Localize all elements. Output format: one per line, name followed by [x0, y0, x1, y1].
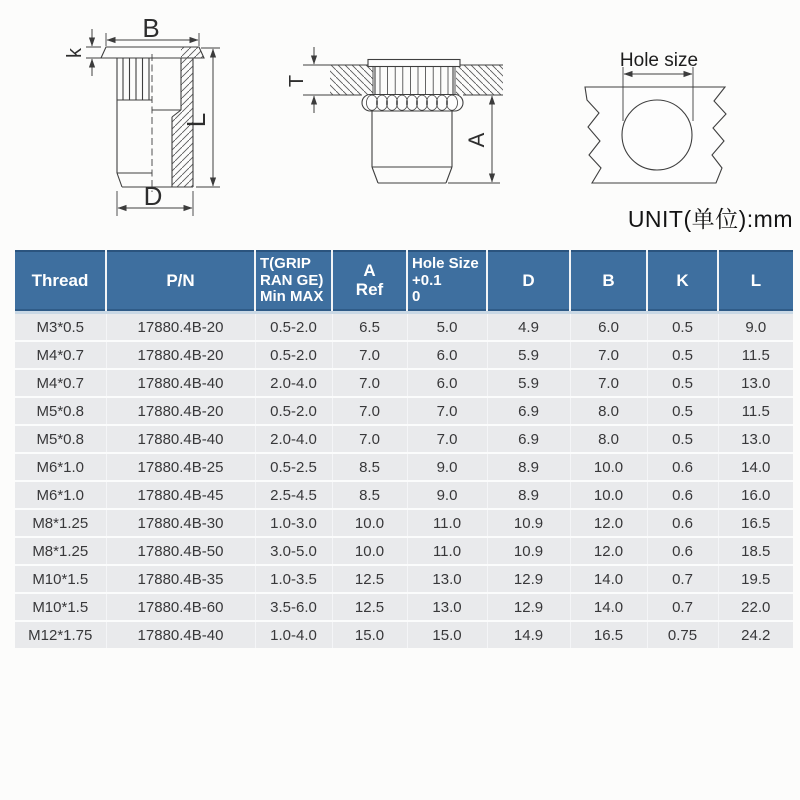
table-cell: 7.0: [332, 397, 407, 425]
table-cell: 1.0-4.0: [255, 621, 332, 648]
table-cell: M12*1.75: [15, 621, 106, 648]
table-cell: 8.0: [570, 397, 647, 425]
table-cell: 12.0: [570, 509, 647, 537]
table-cell: 7.0: [332, 425, 407, 453]
table-cell: 17880.4B-45: [106, 481, 255, 509]
table-row: [15, 621, 793, 648]
table-cell: M6*1.0: [15, 481, 106, 509]
table-cell: 17880.4B-30: [106, 509, 255, 537]
table-cell: 10.9: [487, 509, 570, 537]
hole-size-label: Hole size: [619, 50, 699, 71]
table-cell: 14.0: [570, 565, 647, 593]
table-cell: M4*0.7: [15, 341, 106, 369]
table-row: [15, 369, 793, 397]
table-cell: 17880.4B-20: [106, 313, 255, 342]
table-cell: 0.5: [647, 397, 718, 425]
header-label: B: [602, 270, 615, 290]
table-cell: 15.0: [407, 621, 487, 648]
table-cell: 9.0: [407, 481, 487, 509]
table-cell: 13.0: [407, 565, 487, 593]
table-cell: 6.0: [570, 313, 647, 342]
table-cell: 8.5: [332, 481, 407, 509]
header-label: Hole Size: [412, 255, 479, 273]
table-cell: 17880.4B-25: [106, 453, 255, 481]
table-cell: 17880.4B-20: [106, 397, 255, 425]
dimension-label-d: D: [143, 181, 163, 211]
table-cell: M3*0.5: [15, 313, 106, 342]
dimension-label-b: B: [142, 13, 160, 43]
table-cell: 17880.4B-20: [106, 341, 255, 369]
col-header-hole-size: [407, 251, 487, 313]
table-cell: 7.0: [332, 341, 407, 369]
table-cell: 0.5: [647, 313, 718, 342]
col-header-pn: [106, 251, 255, 313]
table-cell: 10.0: [570, 481, 647, 509]
table-cell: 9.0: [407, 453, 487, 481]
table-cell: 0.5: [647, 369, 718, 397]
table-cell: 0.6: [647, 453, 718, 481]
header-label: Ref: [355, 280, 384, 299]
header-label: L: [750, 270, 762, 290]
header-label: RAN GE): [260, 271, 324, 289]
header-label: K: [676, 270, 689, 290]
table-cell: 9.0: [718, 313, 793, 342]
table-cell: 6.9: [487, 425, 570, 453]
table-cell: 12.9: [487, 593, 570, 621]
table-cell: 0.6: [647, 509, 718, 537]
table-cell: 11.5: [718, 341, 793, 369]
table-cell: 14.0: [718, 453, 793, 481]
table-cell: 17880.4B-50: [106, 537, 255, 565]
table-cell: 17880.4B-60: [106, 593, 255, 621]
table-cell: 11.0: [407, 509, 487, 537]
table-row: [15, 313, 793, 342]
table-cell: 5.0: [407, 313, 487, 342]
table-cell: 13.0: [407, 593, 487, 621]
table-row: [15, 397, 793, 425]
table-cell: 1.0-3.5: [255, 565, 332, 593]
table-cell: 10.0: [332, 509, 407, 537]
table-cell: 16.5: [570, 621, 647, 648]
table-cell: 7.0: [407, 425, 487, 453]
table-cell: M10*1.5: [15, 565, 106, 593]
table-cell: 0.5-2.5: [255, 453, 332, 481]
table-cell: 14.0: [570, 593, 647, 621]
table-cell: 10.9: [487, 537, 570, 565]
table-cell: 13.0: [718, 425, 793, 453]
table-cell: 18.5: [718, 537, 793, 565]
table-row: [15, 453, 793, 481]
table-cell: 6.9: [487, 397, 570, 425]
table-cell: 10.0: [332, 537, 407, 565]
col-header-thread: [15, 251, 106, 313]
table-row: [15, 593, 793, 621]
table-cell: M8*1.25: [15, 509, 106, 537]
table-cell: 16.5: [718, 509, 793, 537]
table-cell: 12.5: [332, 565, 407, 593]
col-header-t-grip-range: [255, 251, 332, 313]
table-cell: 13.0: [718, 369, 793, 397]
table-cell: 12.9: [487, 565, 570, 593]
header-label: +0.1: [412, 271, 442, 289]
table-row: [15, 537, 793, 565]
table-cell: 6.0: [407, 341, 487, 369]
table-cell: 12.0: [570, 537, 647, 565]
table-cell: 17880.4B-40: [106, 621, 255, 648]
hole-size-drawing: [585, 50, 726, 183]
table-cell: 8.9: [487, 453, 570, 481]
table-cell: 10.0: [570, 453, 647, 481]
table-cell: 2.5-4.5: [255, 481, 332, 509]
table-cell: 0.7: [647, 565, 718, 593]
col-header-a-ref: [332, 251, 407, 313]
table-cell: 17880.4B-40: [106, 425, 255, 453]
table-cell: 11.5: [718, 397, 793, 425]
table-cell: 0.5-2.0: [255, 397, 332, 425]
header-label: Min MAX: [260, 288, 324, 306]
table-cell: 4.9: [487, 313, 570, 342]
spec-table: [15, 250, 793, 648]
table-cell: 6.5: [332, 313, 407, 342]
table-cell: 7.0: [570, 369, 647, 397]
table-cell: 11.0: [407, 537, 487, 565]
table-cell: 17880.4B-35: [106, 565, 255, 593]
dimension-label-l: L: [181, 112, 211, 128]
table-cell: 2.0-4.0: [255, 425, 332, 453]
table-cell: M4*0.7: [15, 369, 106, 397]
table-cell: M10*1.5: [15, 593, 106, 621]
table-cell: 0.7: [647, 593, 718, 621]
unit-note: UNIT(单位):mm: [627, 206, 793, 232]
dimension-label-a: A: [464, 132, 489, 148]
col-header-l: [718, 251, 793, 313]
table-cell: M8*1.25: [15, 537, 106, 565]
header-label: Thread: [31, 270, 89, 290]
table-cell: 0.5-2.0: [255, 341, 332, 369]
table-cell: 0.5-2.0: [255, 313, 332, 342]
table-cell: 0.6: [647, 537, 718, 565]
table-cell: 8.5: [332, 453, 407, 481]
table-cell: 1.0-3.0: [255, 509, 332, 537]
table-cell: M6*1.0: [15, 453, 106, 481]
spec-table-body: [15, 313, 793, 649]
table-cell: 7.0: [407, 397, 487, 425]
table-cell: 19.5: [718, 565, 793, 593]
table-row: [15, 425, 793, 453]
table-row: [15, 509, 793, 537]
table-cell: 15.0: [332, 621, 407, 648]
table-cell: 5.9: [487, 369, 570, 397]
table-cell: 0.75: [647, 621, 718, 648]
header-label: 0: [412, 288, 421, 306]
header-label: D: [522, 270, 535, 290]
table-cell: 22.0: [718, 593, 793, 621]
table-header-row: [15, 251, 793, 313]
table-cell: 14.9: [487, 621, 570, 648]
dimension-label-t: T: [286, 74, 308, 88]
header-label: A: [363, 261, 376, 281]
table-cell: 8.0: [570, 425, 647, 453]
table-cell: 0.6: [647, 481, 718, 509]
dimension-label-k: k: [64, 48, 86, 58]
table-cell: M5*0.8: [15, 397, 106, 425]
header-label: T(GRIP: [260, 255, 311, 273]
col-header-k: [647, 251, 718, 313]
table-cell: 24.2: [718, 621, 793, 648]
rivet-nut-side-view-drawing: [64, 13, 220, 216]
table-cell: M5*0.8: [15, 425, 106, 453]
table-cell: 3.5-6.0: [255, 593, 332, 621]
table-row: [15, 565, 793, 593]
table-cell: 16.0: [718, 481, 793, 509]
table-cell: 7.0: [332, 369, 407, 397]
rivet-nut-installed-drawing: [286, 47, 503, 183]
table-row: [15, 481, 793, 509]
table-cell: 2.0-4.0: [255, 369, 332, 397]
table-cell: 8.9: [487, 481, 570, 509]
table-cell: 6.0: [407, 369, 487, 397]
table-cell: 12.5: [332, 593, 407, 621]
table-row: [15, 341, 793, 369]
col-header-d: [487, 251, 570, 313]
col-header-b: [570, 251, 647, 313]
table-cell: 7.0: [570, 341, 647, 369]
header-label: P/N: [166, 270, 195, 290]
table-cell: 0.5: [647, 341, 718, 369]
table-cell: 5.9: [487, 341, 570, 369]
table-cell: 3.0-5.0: [255, 537, 332, 565]
table-cell: 0.5: [647, 425, 718, 453]
table-cell: 17880.4B-40: [106, 369, 255, 397]
